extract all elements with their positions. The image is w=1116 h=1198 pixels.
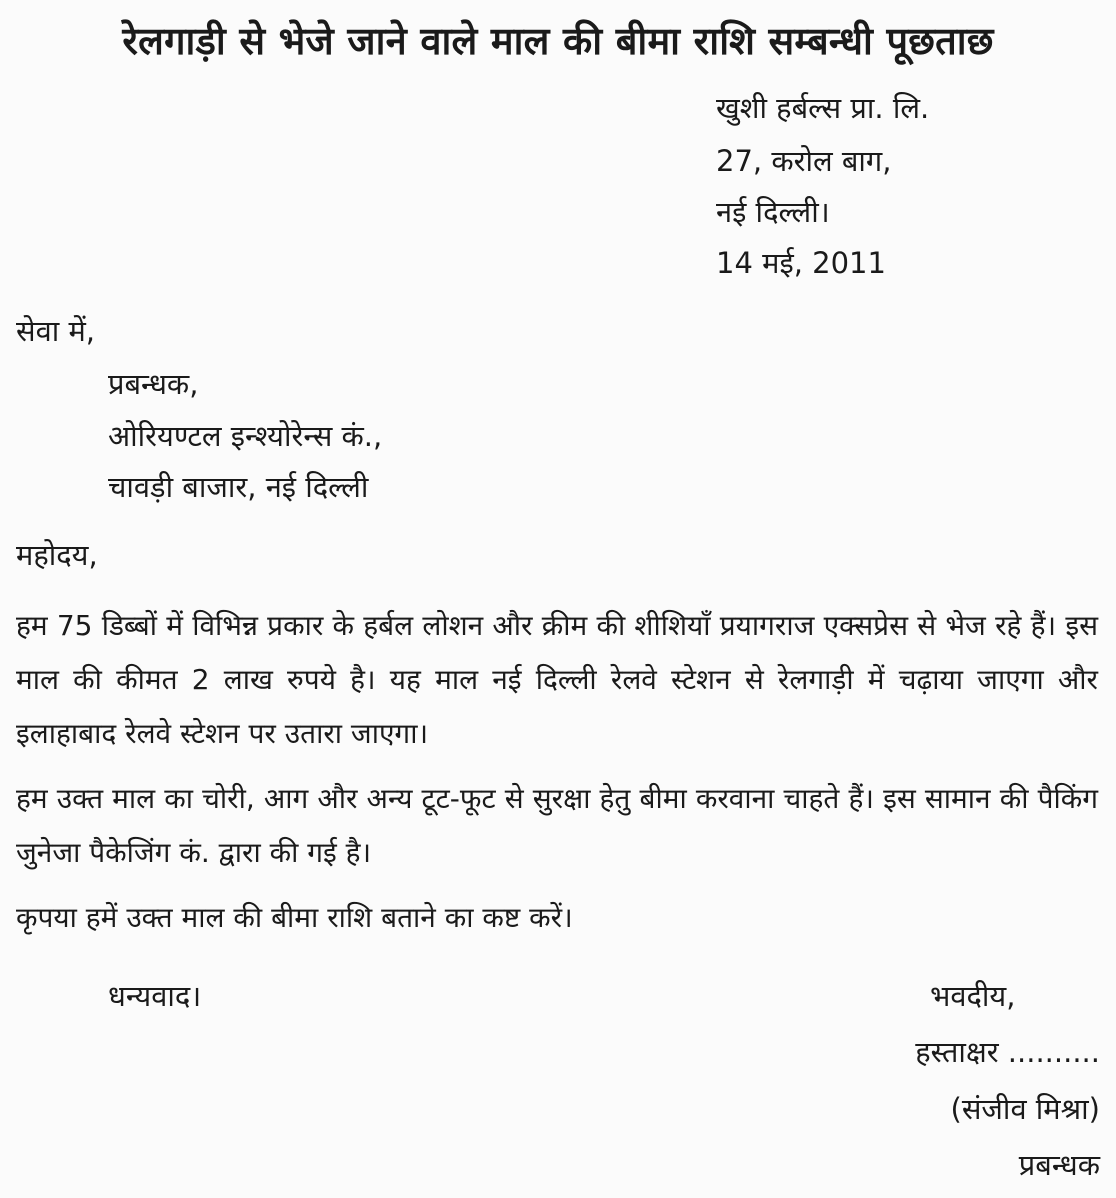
body-paragraph-1: हम 75 डिब्बों में विभिन्न प्रकार के हर्बल लोशन और क्रीम की शीशियाँ प्रयागराज एक्सप्रेस से भेज रहे हैं। इस माल की कीमत 2 लाख रुपये है। यह माल नई दिल्ली रेलवे स्टेशन से रेलगाड़ी में चढ़ाया जाएगा और इलाहाबाद रेलवे स्टेशन पर उतारा जाएगा। xyxy=(16,609,1098,750)
body-paragraph-2: हम उक्त माल का चोरी, आग और अन्य टूट-फूट से सुरक्षा हेतु बीमा करवाना चाहते हैं। इस सामान की पैकिंग जुनेजा पैकेजिंग कं. द्वारा की गई है। xyxy=(16,782,1098,869)
closing-thanks: धन्यवाद। xyxy=(108,979,202,1013)
signatory-name: (संजीव मिश्रा) xyxy=(950,1092,1100,1126)
salutation-to: सेवा में, xyxy=(16,314,96,348)
closing-yours: भवदीय, xyxy=(930,979,1016,1013)
recipient-designation: प्रबन्धक, xyxy=(108,367,199,401)
greeting: महोदय, xyxy=(16,538,98,572)
body-paragraph-3: कृपया हमें उक्त माल की बीमा राशि बताने का कष्ट करें। xyxy=(16,901,573,934)
recipient-address: चावड़ी बाजार, नई दिल्ली xyxy=(108,470,369,504)
recipient-company: ओरियण्टल इन्श्योरेन्स कं., xyxy=(108,419,383,453)
signature-line: हस्ताक्षर .......... xyxy=(915,1035,1100,1069)
letter-date: 14 मई, 2011 xyxy=(716,246,886,280)
letter-title: रेलगाड़ी से भेजे जाने वाले माल की बीमा राशि सम्बन्धी पूछताछ xyxy=(122,19,994,63)
sender-company: खुशी हर्बल्स प्रा. लि. xyxy=(716,91,930,125)
signatory-designation: प्रबन्धक xyxy=(1018,1148,1100,1182)
sender-address: 27, करोल बाग, xyxy=(716,144,892,178)
sender-city: नई दिल्ली। xyxy=(716,195,830,229)
